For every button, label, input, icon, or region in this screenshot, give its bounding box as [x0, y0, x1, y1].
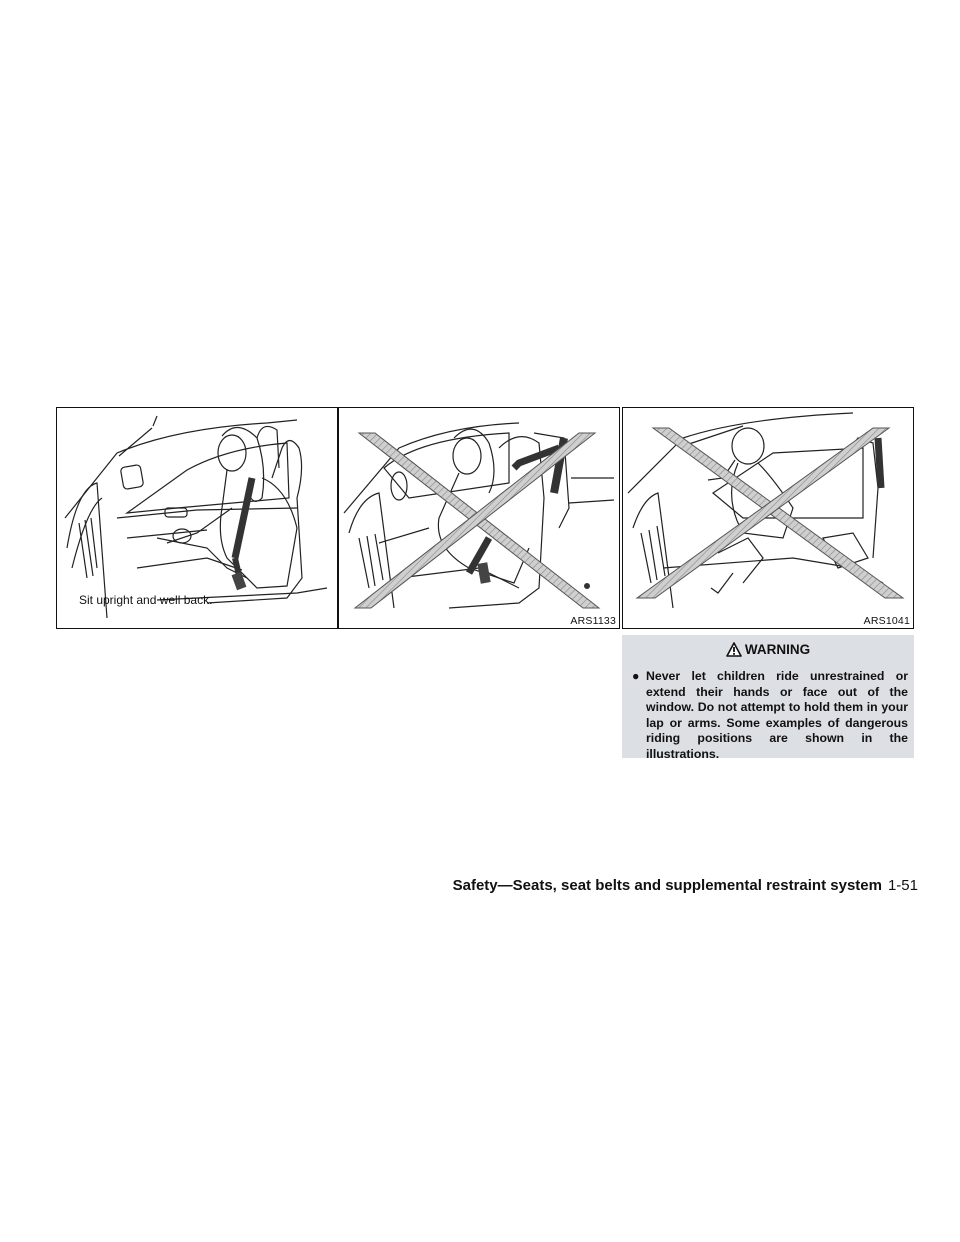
warning-item: [632, 669, 908, 763]
footer-section-title: Safety—Seats, seat belts and supplemental restraint system: [452, 877, 882, 894]
page-number: 1-51: [887, 877, 918, 894]
figure-code: ARS1133: [570, 615, 616, 627]
warning-triangle-icon: [726, 642, 742, 657]
correct-seating-panel: [65, 416, 327, 618]
bullet: ●: [632, 669, 640, 683]
child-illustration: [623, 408, 914, 629]
warning-item-text: Never let children ride unrestrained or extend their hands or face out of the window. Do not attempt to hold them in your lap or arms. Some examples of dangerous riding positions are shown in the illustrations.: [646, 669, 908, 761]
panel-divider: [337, 408, 339, 628]
figure-code: ARS1041: [863, 615, 910, 627]
figure-caption: Sit upright and well back.: [79, 593, 213, 607]
figure-child-dangerous-position: [622, 407, 914, 629]
seating-illustration: [57, 408, 620, 629]
warning-heading: [622, 642, 914, 657]
seat-belt-child: [878, 438, 881, 488]
warning-box: [622, 635, 914, 761]
figure-seating-positions: [56, 407, 620, 629]
warning-heading-text: WARNING: [744, 642, 811, 657]
page-footer: [453, 877, 918, 894]
